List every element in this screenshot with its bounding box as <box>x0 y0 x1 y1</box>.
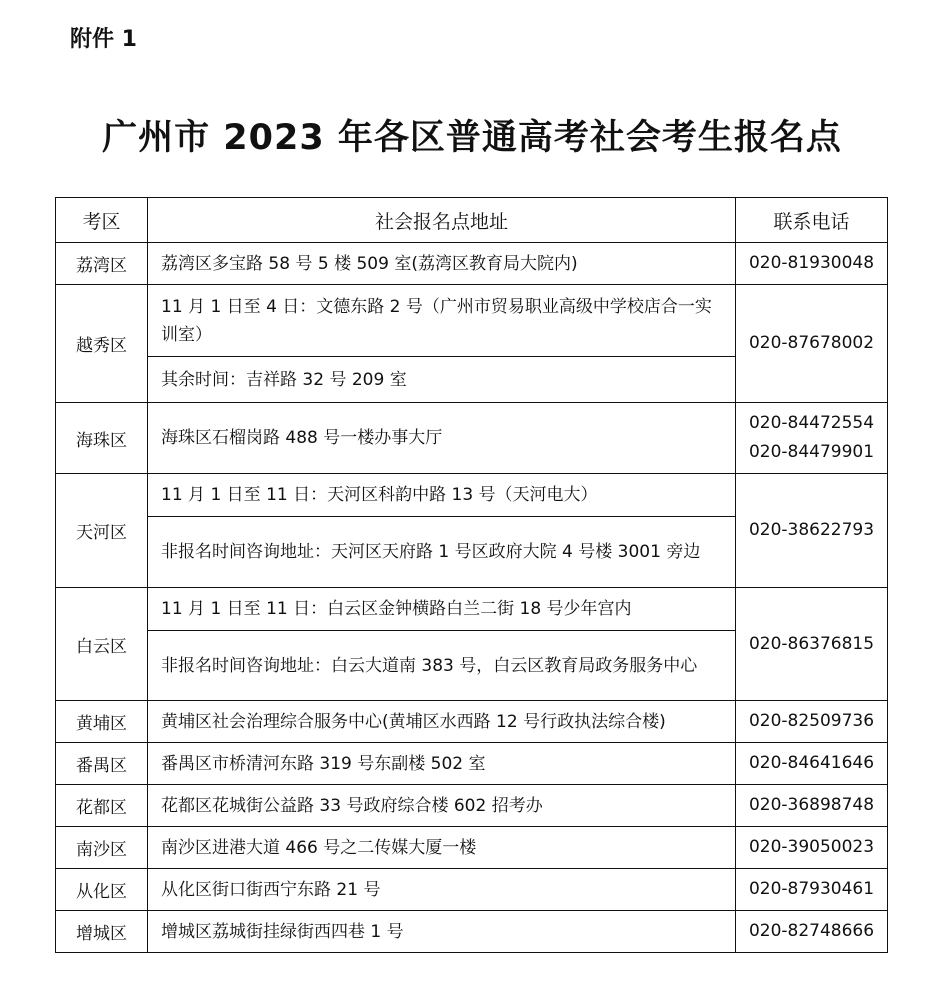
phone-cell <box>736 285 888 403</box>
district-cell: 花都区 <box>56 785 148 827</box>
address-cell: 增城区荔城街挂绿街西四巷 1 号 <box>148 911 736 953</box>
phone-cell <box>736 403 888 474</box>
district-cell: 荔湾区 <box>56 243 148 285</box>
address-cell: 11 月 1 日至 4 日：文德东路 2 号（广州市贸易职业高级中学校店合一实训室） <box>148 285 736 357</box>
address-cell: 南沙区进港大道 466 号之二传媒大厦一楼 <box>148 827 736 869</box>
district-cell: 海珠区 <box>56 403 148 474</box>
phone-number: 020-84641646 <box>748 753 875 773</box>
registration-table <box>55 197 888 953</box>
table-row <box>56 243 888 285</box>
district-cell: 从化区 <box>56 869 148 911</box>
address-cell: 11 月 1 日至 11 日：天河区科韵中路 13 号（天河电大） <box>148 474 736 517</box>
phone-number: 020-82748666 <box>748 921 875 941</box>
phone-number: 020-86376815 <box>748 633 875 654</box>
phone-cell <box>736 827 888 869</box>
address-cell: 荔湾区多宝路 58 号 5 楼 509 室(荔湾区教育局大院内) <box>148 243 736 285</box>
phone-cell <box>736 588 888 701</box>
table-header-row <box>56 198 888 243</box>
district-cell: 南沙区 <box>56 827 148 869</box>
table-row <box>56 911 888 953</box>
table-row <box>56 588 888 631</box>
district-cell: 番禺区 <box>56 743 148 785</box>
header-phone: 联系电话 <box>736 198 888 243</box>
phone-number: 020-38622793 <box>748 520 875 540</box>
phone-number: 020-84472554 <box>748 413 875 433</box>
phone-number: 020-87930461 <box>748 879 875 899</box>
table-row <box>56 827 888 869</box>
header-address: 社会报名点地址 <box>148 198 736 243</box>
district-cell: 增城区 <box>56 911 148 953</box>
page-title: 广州市 2023 年各区普通高考社会考生报名点 <box>102 118 842 158</box>
district-cell: 白云区 <box>56 588 148 701</box>
table-row <box>56 869 888 911</box>
phone-number: 020-82509736 <box>748 711 875 731</box>
district-cell: 天河区 <box>56 474 148 588</box>
header-district: 考区 <box>56 198 148 243</box>
address-cell: 非报名时间咨询地址：白云大道南 383 号，白云区教育局政务服务中心 <box>148 631 736 701</box>
phone-number: 020-87678002 <box>748 333 875 353</box>
district-cell: 黄埔区 <box>56 701 148 743</box>
phone-number: 020-84479901 <box>748 442 875 462</box>
address-cell: 其余时间：吉祥路 32 号 209 室 <box>148 357 736 403</box>
address-cell: 11 月 1 日至 11 日：白云区金钟横路白兰二街 18 号少年宫内 <box>148 588 736 631</box>
table-row <box>56 743 888 785</box>
address-cell: 番禺区市桥清河东路 319 号东副楼 502 室 <box>148 743 736 785</box>
phone-cell <box>736 743 888 785</box>
address-cell: 海珠区石榴岗路 488 号一楼办事大厅 <box>148 403 736 474</box>
table-row <box>56 403 888 474</box>
address-cell: 黄埔区社会治理综合服务中心(黄埔区水西路 12 号行政执法综合楼) <box>148 701 736 743</box>
table-row <box>56 701 888 743</box>
phone-cell <box>736 785 888 827</box>
address-cell: 花都区花城街公益路 33 号政府综合楼 602 招考办 <box>148 785 736 827</box>
table-row <box>56 785 888 827</box>
table-row <box>56 474 888 517</box>
address-cell: 非报名时间咨询地址：天河区天府路 1 号区政府大院 4 号楼 3001 旁边 <box>148 517 736 588</box>
phone-cell <box>736 869 888 911</box>
phone-cell <box>736 243 888 285</box>
attachment-label: 附件 1 <box>70 27 137 52</box>
phone-cell <box>736 474 888 588</box>
address-cell: 从化区街口街西宁东路 21 号 <box>148 869 736 911</box>
phone-number: 020-81930048 <box>748 253 875 273</box>
table-row <box>56 285 888 357</box>
phone-number: 020-39050023 <box>748 837 875 857</box>
district-cell: 越秀区 <box>56 285 148 403</box>
phone-number: 020-36898748 <box>748 795 875 815</box>
phone-cell <box>736 911 888 953</box>
phone-cell <box>736 701 888 743</box>
